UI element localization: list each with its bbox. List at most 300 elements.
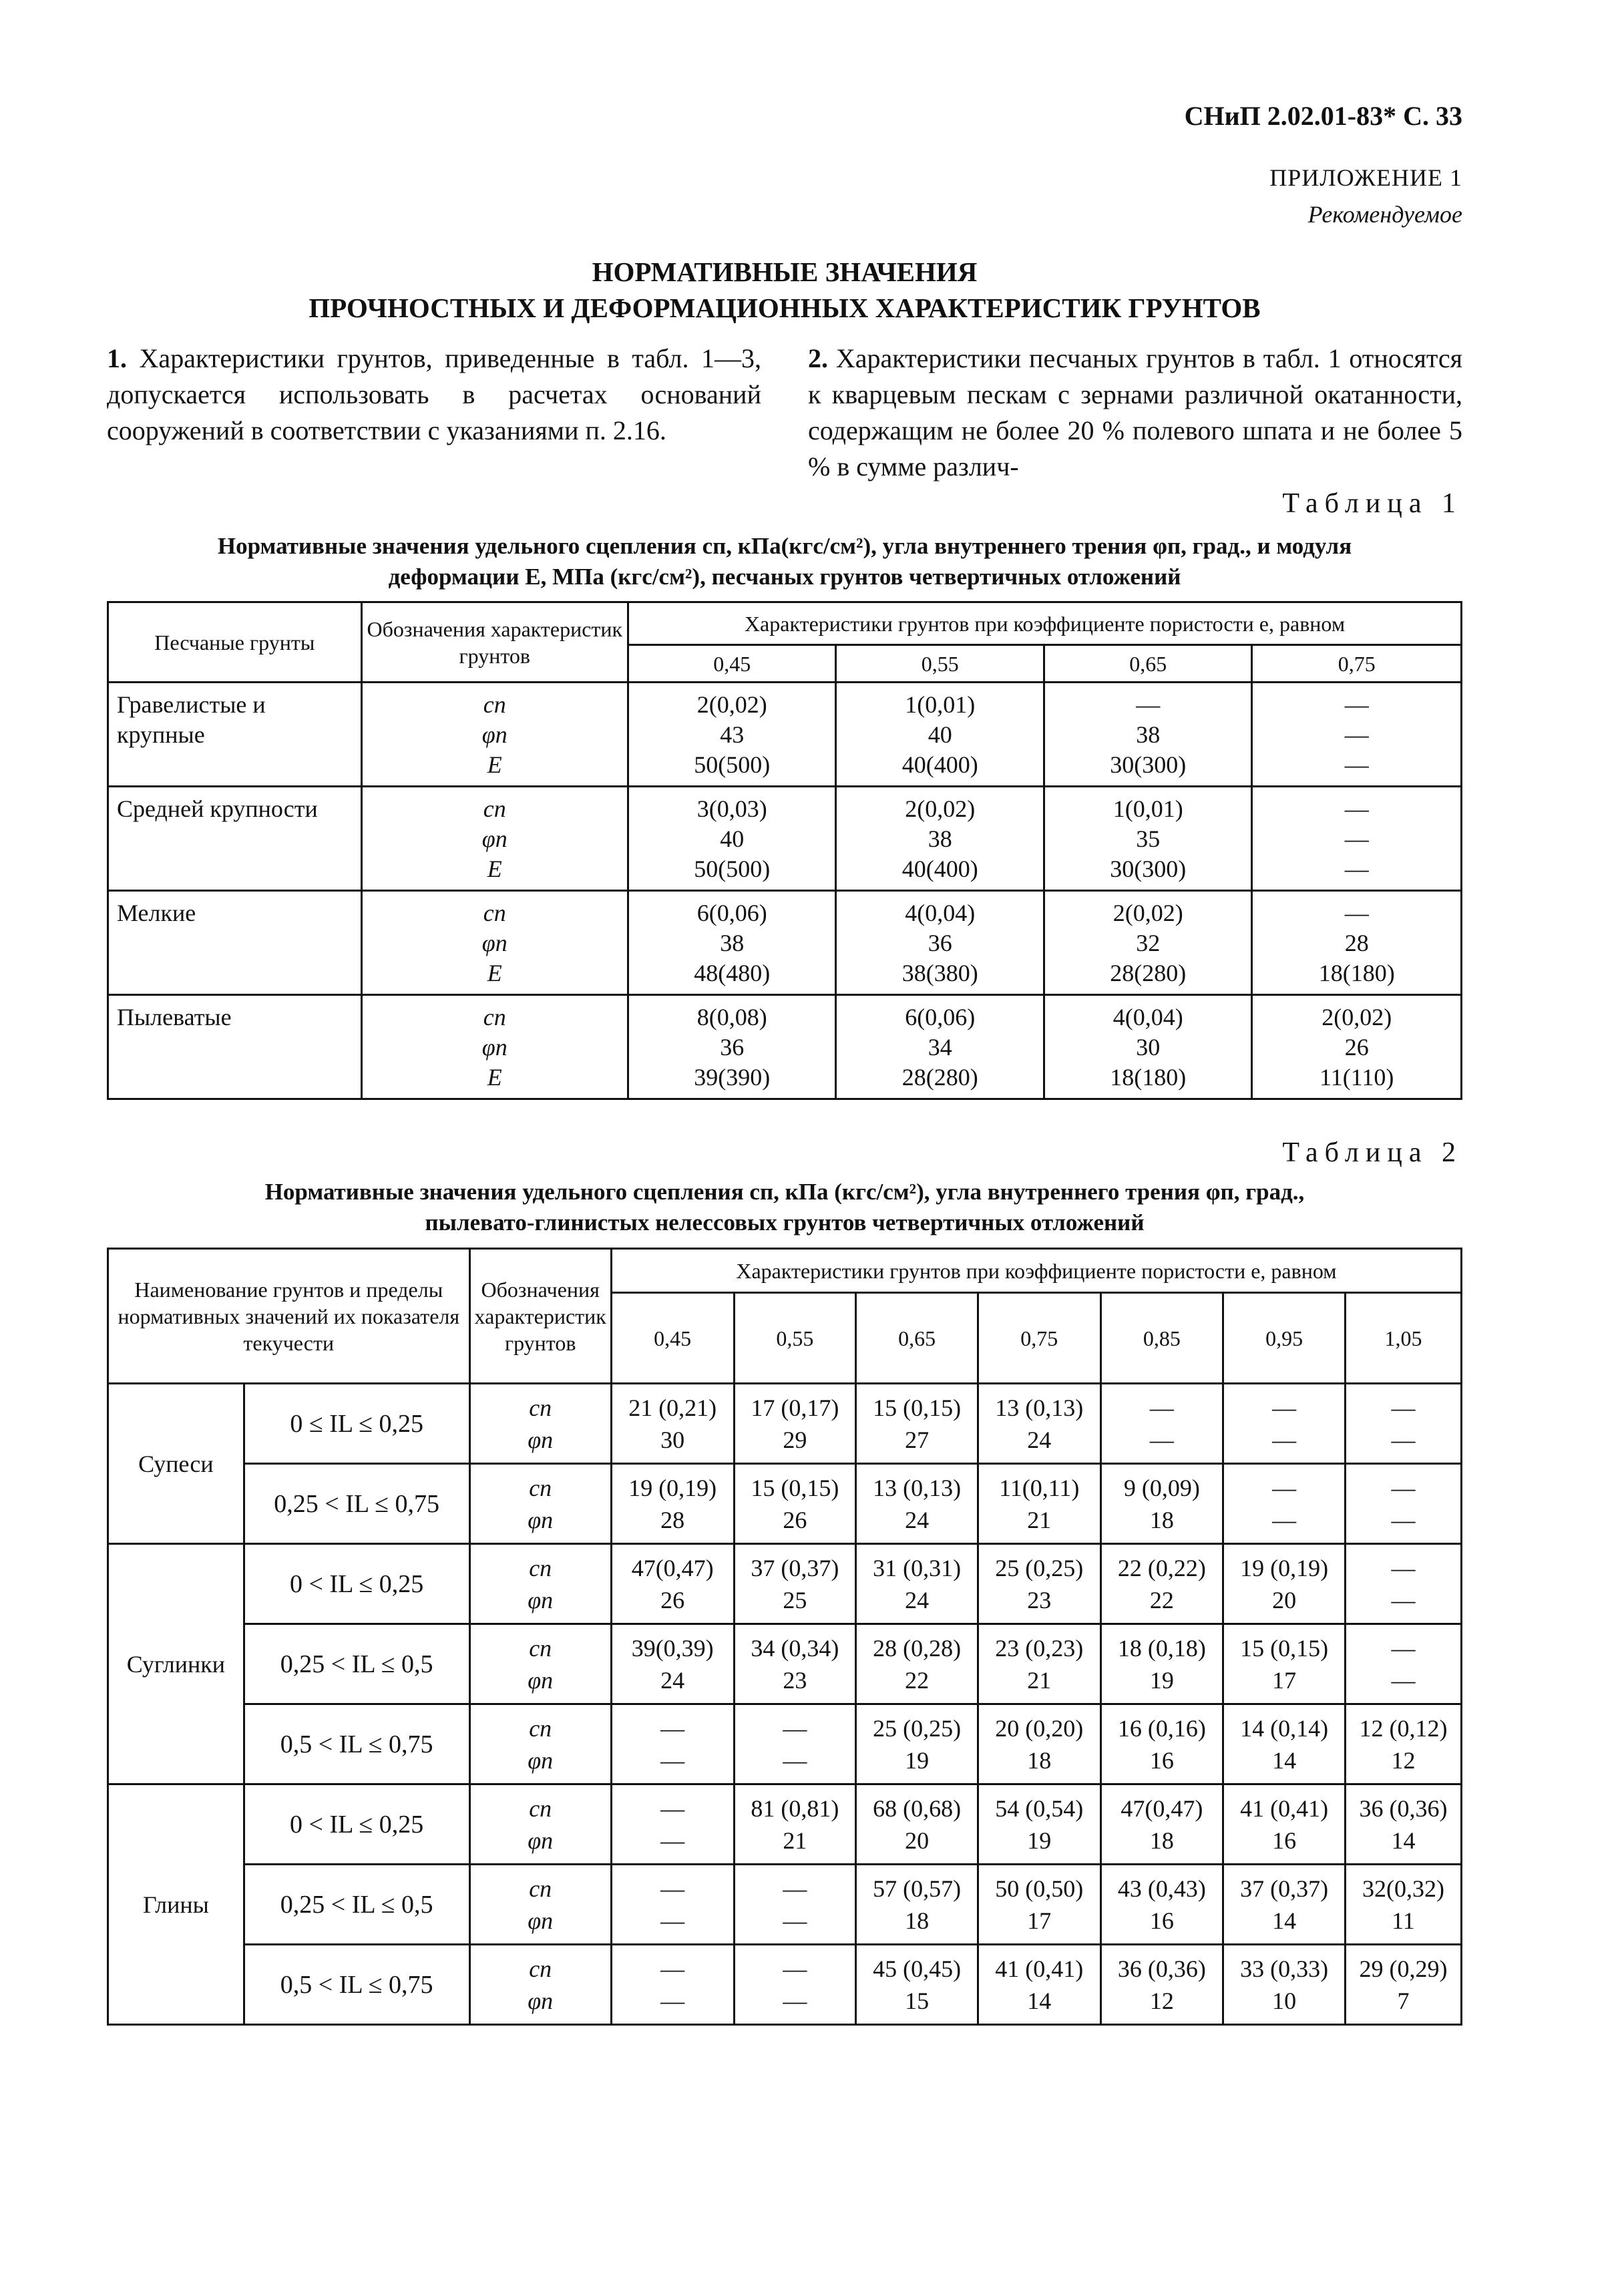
value: 6(0,06)	[905, 1004, 976, 1030]
value: —	[1391, 1634, 1416, 1662]
value: 18	[1149, 1827, 1174, 1854]
table2-value-cell	[1100, 1945, 1223, 2025]
table1-value-cell	[1252, 891, 1462, 995]
table2-liquidity-range: 0 < IL ≤ 0,25	[244, 1544, 469, 1624]
value: 18	[905, 1907, 930, 1934]
table2	[107, 1248, 1462, 2026]
value: 39(390)	[694, 1064, 771, 1091]
table1-porosity-header: 0,55	[836, 645, 1044, 683]
value: 26	[660, 1586, 685, 1614]
value: 2(0,02)	[696, 691, 767, 718]
table2-liquidity-range: 0,5 < IL ≤ 0,75	[244, 1704, 469, 1784]
symbol-label: cп	[483, 1004, 506, 1030]
value: —	[1391, 1426, 1416, 1453]
value: 6(0,06)	[696, 900, 767, 926]
value: 50(500)	[694, 751, 771, 778]
value: 8(0,08)	[696, 1004, 767, 1030]
symbol-label: φп	[528, 1746, 554, 1774]
symbol-label: φп	[481, 1034, 508, 1061]
table2-symbols-cell	[469, 1865, 611, 1945]
table2-value-cell	[1345, 1384, 1461, 1464]
symbol-label: φп	[528, 1907, 554, 1934]
table1-value-cell	[1044, 787, 1251, 891]
value: —	[1344, 825, 1369, 852]
value: —	[1391, 1586, 1416, 1614]
table1-value-cell	[628, 787, 836, 891]
table2-value-cell	[856, 1464, 978, 1544]
paragraph-number: 2.	[808, 343, 828, 373]
value: 30	[660, 1426, 685, 1453]
value: 23	[783, 1666, 807, 1694]
value: 9 (0,09)	[1123, 1474, 1200, 1501]
table2-value-cell	[1100, 1784, 1223, 1865]
value: 24	[905, 1586, 930, 1614]
table2-value-cell	[611, 1464, 734, 1544]
table2-value-cell	[856, 1865, 978, 1945]
value: 34	[928, 1034, 952, 1061]
table2-value-cell	[611, 1384, 734, 1464]
table2-liquidity-range: 0 ≤ IL ≤ 0,25	[244, 1384, 469, 1464]
symbol-label: cп	[529, 1394, 552, 1421]
value: 33 (0,33)	[1240, 1955, 1329, 1982]
value: 48(480)	[694, 960, 771, 986]
value: 18 (0,18)	[1117, 1634, 1206, 1662]
value: —	[1149, 1426, 1174, 1453]
table2-value-cell	[734, 1784, 856, 1865]
value: 20	[1272, 1586, 1297, 1614]
table2-value-cell	[611, 1945, 734, 2025]
table2-soil-group: Супеси	[108, 1384, 244, 1544]
value: —	[1391, 1554, 1416, 1581]
table2-symbols-cell	[469, 1384, 611, 1464]
title-line-2: ПРОЧНОСТНЫХ И ДЕФОРМАЦИОННЫХ ХАРАКТЕРИСТИК ГРУНТОВ	[309, 293, 1261, 323]
table2-caption-line-1: Нормативные значения удельного сцепления cп, кПа (кгс/см²), угла внутреннего трения φп, град.,	[264, 1179, 1305, 1205]
value: 32(0,32)	[1362, 1875, 1444, 1902]
symbol-label: E	[487, 856, 502, 882]
symbol-label: φп	[528, 1987, 554, 2014]
value: 43 (0,43)	[1117, 1875, 1206, 1902]
symbol-label: E	[487, 1064, 502, 1091]
value: 36 (0,36)	[1117, 1955, 1206, 1982]
table2-value-cell	[1100, 1464, 1223, 1544]
value: 3(0,03)	[696, 795, 767, 822]
value: —	[660, 1907, 685, 1934]
value: 21	[1027, 1506, 1052, 1533]
table1-porosity-header: 0,65	[1044, 645, 1251, 683]
table2-liquidity-range: 0 < IL ≤ 0,25	[244, 1784, 469, 1865]
value: 39(0,39)	[631, 1634, 714, 1662]
table1-soil-name: Гравелистые и крупные	[108, 683, 362, 787]
value: 28	[660, 1506, 685, 1533]
value: —	[660, 1827, 685, 1854]
table2-liquidity-range: 0,25 < IL ≤ 0,75	[244, 1464, 469, 1544]
table2-symbols-cell	[469, 1544, 611, 1624]
table2-value-cell	[1100, 1624, 1223, 1704]
value: 20	[905, 1827, 930, 1854]
table1-header-symbols: Обозначения характеристик грунтов	[361, 602, 628, 683]
value: 32	[1136, 930, 1161, 956]
table2-value-cell	[1345, 1464, 1461, 1544]
table1-row	[108, 995, 1462, 1099]
paragraph-text: Характеристики грунтов, приведенные в табл. 1—3, допускается использовать в расчетах оснований сооружений в соответствии с указаниями п. 2.16.	[107, 343, 761, 445]
recommended-label: Рекомендуемое	[1307, 201, 1462, 228]
table2-value-cell	[1100, 1544, 1223, 1624]
table2-row	[108, 1544, 1462, 1624]
value: 11(0,11)	[999, 1474, 1080, 1501]
value: 43	[720, 721, 745, 748]
value: —	[1344, 751, 1369, 778]
table2-value-cell	[978, 1784, 1100, 1865]
value: 18	[1149, 1506, 1174, 1533]
value: —	[1391, 1506, 1416, 1533]
table2-row	[108, 1784, 1462, 1865]
value: 22	[1149, 1586, 1174, 1614]
value: 15 (0,15)	[1240, 1634, 1329, 1662]
value: 38	[928, 825, 952, 852]
symbol-label: cп	[529, 1955, 552, 1982]
table2-porosity-header: 0,55	[734, 1293, 856, 1384]
table2-value-cell	[978, 1624, 1100, 1704]
table2-value-cell	[978, 1544, 1100, 1624]
table1-symbols-cell	[361, 787, 628, 891]
table2-symbols-cell	[469, 1704, 611, 1784]
value: 24	[905, 1506, 930, 1533]
table2-caption-line-2: пылевато-глинистых нелессовых грунтов четвертичных отложений	[425, 1209, 1145, 1236]
value: —	[1344, 795, 1369, 822]
symbol-label: E	[487, 751, 502, 778]
value: 2(0,02)	[1112, 900, 1183, 926]
table2-porosity-header: 0,65	[856, 1293, 978, 1384]
table2-label: Таблица 2	[1282, 1137, 1462, 1168]
value: 1(0,01)	[905, 691, 976, 718]
table2-value-cell	[734, 1704, 856, 1784]
value: 13 (0,13)	[995, 1394, 1084, 1421]
table2-symbols-cell	[469, 1784, 611, 1865]
value: 19 (0,19)	[1240, 1554, 1329, 1581]
value: —	[660, 1875, 685, 1902]
value: 81 (0,81)	[751, 1794, 839, 1822]
value: 34 (0,34)	[751, 1634, 839, 1662]
table1-value-cell	[1044, 995, 1251, 1099]
table2-porosity-header: 1,05	[1345, 1293, 1461, 1384]
table2-value-cell	[611, 1624, 734, 1704]
symbol-label: cп	[529, 1875, 552, 1902]
value: 21	[1027, 1666, 1052, 1694]
table1-value-cell	[836, 787, 1044, 891]
table2-value-cell	[1345, 1624, 1461, 1704]
value: —	[1136, 691, 1161, 718]
page-title	[107, 254, 1462, 326]
value: 21 (0,21)	[628, 1394, 717, 1421]
table1-label: Таблица 1	[1282, 488, 1462, 519]
table2-value-cell	[856, 1624, 978, 1704]
value: 37 (0,37)	[751, 1554, 839, 1581]
value: 41 (0,41)	[995, 1955, 1084, 1982]
appendix-label: ПРИЛОЖЕНИЕ 1	[1269, 164, 1462, 191]
value: 40(400)	[901, 751, 978, 778]
symbol-label: φп	[481, 721, 508, 748]
value: —	[660, 1794, 685, 1822]
value: 36	[928, 930, 952, 956]
value: 12	[1149, 1987, 1174, 2014]
table1-row	[108, 787, 1462, 891]
table2-value-cell	[1345, 1865, 1461, 1945]
value: 24	[660, 1666, 685, 1694]
value: —	[1391, 1474, 1416, 1501]
value: —	[1272, 1394, 1297, 1421]
value: 36	[720, 1034, 745, 1061]
table2-value-cell	[978, 1384, 1100, 1464]
value: 13 (0,13)	[873, 1474, 962, 1501]
table2-value-cell	[611, 1784, 734, 1865]
value: 38(380)	[901, 960, 978, 986]
table2-value-cell	[1345, 1945, 1461, 2025]
value: 16 (0,16)	[1117, 1714, 1206, 1742]
symbol-label: φп	[481, 825, 508, 852]
value: 17	[1027, 1907, 1052, 1934]
value: 18(180)	[1318, 960, 1395, 986]
symbol-label: cп	[483, 691, 506, 718]
value: 68 (0,68)	[873, 1794, 962, 1822]
symbol-label: cп	[529, 1794, 552, 1822]
value: 40	[720, 825, 745, 852]
table1-soil-name: Мелкие	[108, 891, 362, 995]
value: 29	[783, 1426, 807, 1453]
table1-soil-name: Пылеватые	[108, 995, 362, 1099]
value: 50 (0,50)	[995, 1875, 1084, 1902]
table2-symbols-cell	[469, 1624, 611, 1704]
value: —	[783, 1907, 807, 1934]
table1-row	[108, 683, 1462, 787]
table2-value-cell	[978, 1704, 1100, 1784]
value: 4(0,04)	[1112, 1004, 1183, 1030]
table1-porosity-header: 0,75	[1252, 645, 1462, 683]
symbol-label: φп	[528, 1506, 554, 1533]
table1-caption-line-2: деформации E, МПа (кгс/см²), песчаных грунтов четвертичных отложений	[388, 564, 1181, 590]
table1-row	[108, 891, 1462, 995]
table2-value-cell	[734, 1464, 856, 1544]
value: 11(110)	[1320, 1064, 1394, 1091]
value: 26	[1344, 1034, 1369, 1061]
table1-value-cell	[1044, 891, 1251, 995]
value: 28(280)	[901, 1064, 978, 1091]
symbol-label: φп	[481, 930, 508, 956]
table2-symbols-cell	[469, 1945, 611, 2025]
table2-header-group: Характеристики грунтов при коэффициенте пористости e, равном	[611, 1249, 1461, 1293]
table2-value-cell	[734, 1384, 856, 1464]
value: 19	[1027, 1827, 1052, 1854]
value: —	[1344, 721, 1369, 748]
value: 2(0,02)	[905, 795, 976, 822]
value: 1(0,01)	[1112, 795, 1183, 822]
table2-header-symbols: Обозначения характеристик грунтов	[469, 1249, 611, 1384]
table2-row	[108, 1624, 1462, 1704]
table2-value-cell	[1345, 1704, 1461, 1784]
table2-value-cell	[978, 1464, 1100, 1544]
value: 15 (0,15)	[751, 1474, 839, 1501]
table2-value-cell	[856, 1544, 978, 1624]
value: 19	[1149, 1666, 1174, 1694]
value: 38	[720, 930, 745, 956]
value: 30	[1136, 1034, 1161, 1061]
table2-value-cell	[978, 1945, 1100, 2025]
value: —	[660, 1746, 685, 1774]
value: —	[1344, 691, 1369, 718]
value: 30(300)	[1110, 856, 1187, 882]
value: 57 (0,57)	[873, 1875, 962, 1902]
value: 12 (0,12)	[1359, 1714, 1448, 1742]
value: 28	[1344, 930, 1369, 956]
table2-value-cell	[1223, 1945, 1346, 2025]
value: 19 (0,19)	[628, 1474, 717, 1501]
value: 19	[905, 1746, 930, 1774]
value: 4(0,04)	[905, 900, 976, 926]
table1-value-cell	[628, 891, 836, 995]
value: 45 (0,45)	[873, 1955, 962, 1982]
table2-row	[108, 1704, 1462, 1784]
value: 47(0,47)	[631, 1554, 714, 1581]
value: 16	[1149, 1907, 1174, 1934]
value: 20 (0,20)	[995, 1714, 1084, 1742]
value: —	[660, 1987, 685, 2014]
running-head: СНиП 2.02.01-83* С. 33	[1184, 101, 1462, 131]
value: 15	[905, 1987, 930, 2014]
value: 12	[1391, 1746, 1416, 1774]
table2-header-name: Наименование грунтов и пределы нормативных значений их показателя текучести	[108, 1249, 470, 1384]
table2-liquidity-range: 0,25 < IL ≤ 0,5	[244, 1624, 469, 1704]
table2-value-cell	[1100, 1704, 1223, 1784]
value: —	[1391, 1394, 1416, 1421]
value: 24	[1027, 1426, 1052, 1453]
table2-porosity-header: 0,45	[611, 1293, 734, 1384]
table2-value-cell	[1100, 1865, 1223, 1945]
value: 16	[1149, 1746, 1174, 1774]
value: 2(0,02)	[1322, 1004, 1392, 1030]
symbol-label: cп	[483, 795, 506, 822]
value: 31 (0,31)	[873, 1554, 962, 1581]
value: 50(500)	[694, 856, 771, 882]
table1-symbols-cell	[361, 683, 628, 787]
table2-value-cell	[856, 1945, 978, 2025]
value: —	[783, 1714, 807, 1742]
value: 22 (0,22)	[1117, 1554, 1206, 1581]
value: —	[783, 1746, 807, 1774]
value: 10	[1272, 1987, 1297, 2014]
table1-value-cell	[1252, 683, 1462, 787]
table2-row	[108, 1464, 1462, 1544]
table1-soil-name: Средней крупности	[108, 787, 362, 891]
table2-row	[108, 1865, 1462, 1945]
symbol-label: cп	[529, 1714, 552, 1742]
table2-value-cell	[1223, 1384, 1346, 1464]
value: 16	[1272, 1827, 1297, 1854]
value: 41 (0,41)	[1240, 1794, 1329, 1822]
table1-value-cell	[836, 683, 1044, 787]
value: 38	[1136, 721, 1161, 748]
table2-value-cell	[856, 1784, 978, 1865]
value: 18(180)	[1110, 1064, 1187, 1091]
value: 47(0,47)	[1121, 1794, 1203, 1822]
value: 54 (0,54)	[995, 1794, 1084, 1822]
value: 22	[905, 1666, 930, 1694]
value: —	[1272, 1474, 1297, 1501]
value: —	[1344, 856, 1369, 882]
value: 28(280)	[1110, 960, 1187, 986]
table1-value-cell	[628, 683, 836, 787]
value: 17	[1272, 1666, 1297, 1694]
table2-value-cell	[611, 1865, 734, 1945]
table2-value-cell	[734, 1865, 856, 1945]
table2-value-cell	[734, 1544, 856, 1624]
symbol-label: cп	[529, 1474, 552, 1501]
value: —	[783, 1987, 807, 2014]
table2-row	[108, 1945, 1462, 2025]
table1-caption	[107, 531, 1462, 592]
value: 40(400)	[901, 856, 978, 882]
value: 23 (0,23)	[995, 1634, 1084, 1662]
table1-value-cell	[836, 995, 1044, 1099]
symbol-label: φп	[528, 1827, 554, 1854]
value: —	[1149, 1394, 1174, 1421]
paragraph-text: Характеристики песчаных грунтов в табл. 1 относятся к кварцевым пескам с зернами различной окатанности, содержащим не более 20 % полевого шпата и не более 5 % в сумме различ-	[808, 343, 1462, 482]
table1-caption-line-1: Нормативные значения удельного сцепления cп, кПа(кгс/см²), угла внутреннего трения φп, град., и модуля	[217, 533, 1352, 559]
table2-porosity-header: 0,95	[1223, 1293, 1346, 1384]
table2-row	[108, 1384, 1462, 1464]
table1-value-cell	[1252, 995, 1462, 1099]
value: 25 (0,25)	[873, 1714, 962, 1742]
value: —	[1272, 1426, 1297, 1453]
table1-symbols-cell	[361, 891, 628, 995]
table2-value-cell	[978, 1865, 1100, 1945]
value: 27	[905, 1426, 930, 1453]
table2-porosity-header: 0,85	[1100, 1293, 1223, 1384]
title-line-1: НОРМАТИВНЫЕ ЗНАЧЕНИЯ	[592, 256, 978, 287]
value: 17 (0,17)	[751, 1394, 839, 1421]
table1-symbols-cell	[361, 995, 628, 1099]
table1-header-group: Характеристики грунтов при коэффициенте пористости e, равном	[628, 602, 1462, 645]
value: 14 (0,14)	[1240, 1714, 1329, 1742]
value: 18	[1027, 1746, 1052, 1774]
table2-value-cell	[856, 1704, 978, 1784]
table2-porosity-header: 0,75	[978, 1293, 1100, 1384]
symbol-label: cп	[529, 1554, 552, 1581]
table2-soil-group: Суглинки	[108, 1544, 244, 1784]
table2-value-cell	[1223, 1784, 1346, 1865]
table2-value-cell	[1223, 1464, 1346, 1544]
table1-value-cell	[1252, 787, 1462, 891]
value: —	[660, 1714, 685, 1742]
value: 23	[1027, 1586, 1052, 1614]
table1	[107, 601, 1462, 1100]
value: —	[660, 1955, 685, 1982]
value: 25 (0,25)	[995, 1554, 1084, 1581]
table2-soil-group: Глины	[108, 1784, 244, 2025]
intro-paragraph-2	[808, 341, 1462, 485]
symbol-label: cп	[483, 900, 506, 926]
symbol-label: φп	[528, 1586, 554, 1614]
table1-header-soil: Песчаные грунты	[108, 602, 362, 683]
table2-liquidity-range: 0,5 < IL ≤ 0,75	[244, 1945, 469, 2025]
table2-value-cell	[611, 1704, 734, 1784]
paragraph-number: 1.	[107, 343, 127, 373]
value: 37 (0,37)	[1240, 1875, 1329, 1902]
table2-value-cell	[1345, 1784, 1461, 1865]
table1-value-cell	[628, 995, 836, 1099]
table2-symbols-cell	[469, 1464, 611, 1544]
symbol-label: E	[487, 960, 502, 986]
value: —	[1344, 900, 1369, 926]
value: 29 (0,29)	[1359, 1955, 1448, 1982]
